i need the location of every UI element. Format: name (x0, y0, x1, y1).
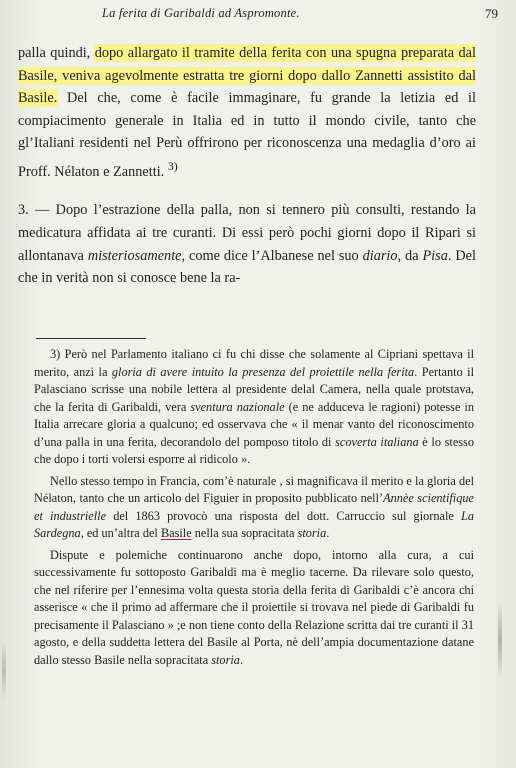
page-header (18, 6, 498, 24)
italic-run: sventura nazionale (190, 399, 285, 414)
italic-run: misteriosamente (87, 247, 182, 264)
italic-run: diario (362, 247, 398, 264)
footnote-1 (34, 346, 474, 469)
italic-run: storia (297, 526, 327, 540)
text-run: . (326, 526, 330, 540)
text-run: . Del che in verità non si conosce bene la ra- (18, 247, 477, 287)
underlined-word: Basile (160, 526, 192, 540)
text-run: è lo stesso che dopo i torti volersi esporre al ridicolo ». (34, 434, 474, 466)
main-text (18, 42, 476, 290)
italic-run: La Sardegna (34, 508, 474, 540)
text-run: , come dice l’Albanese nel suo (181, 247, 363, 264)
text-run: palla quindi, (18, 45, 95, 61)
page-number: 79 (485, 6, 498, 21)
text-run: 3) Però nel Parlamento italiano ci fu chi disse che solamente al Cipriani spettava il merito, anzi la (34, 347, 474, 379)
text-run: Del che, come è facile immaginare, fu grande la letizia ed il compiacimento generale in Italia ed in tutto il mondo civile, tanto che gl’Italiani residenti nel Perù offrirono per riconoscenza una medaglia d’oro ai Proff. Nélaton e Zannetti. (18, 90, 476, 180)
text-run: del 1863 provocò una risposta del dott. Carruccio sul giornale (106, 508, 461, 523)
italic-run: Annèe scientifique et industrielle (34, 491, 474, 523)
text-run: Nello stesso tempo in Francia, com’è naturale , si magnificava il merito e la gloria del Nélaton, tanto che un articolo del Figuier in proposito pubblicato nell’ (34, 473, 474, 505)
text-run: (e ne adduceva le ragioni) potesse in Italia arrecare gloria a qualcuno; ed osservava che « il menar vanto del riconoscimento d’una palla in una ferita, decorandolo del pomposo titolo di (34, 399, 475, 449)
running-head: La ferita di Garibaldi ad Aspromonte. (102, 6, 300, 20)
italic-run: gloria di avere intuito la presenza del proiettile nella ferita (111, 364, 415, 379)
scan-shadow (498, 600, 502, 680)
paragraph-1 (18, 42, 476, 183)
text-run: Dispute e polemiche continuarono anche dopo, intorno alla cura, a cui successivamente fu sottoposto Garibaldi ma è meglio tacerne. Da rilevare solo questo, che nel riferire per l’ennesima volta questa storia della ferita di Garibaldi c’è ancora chi asserisce « che il primo ad affermare che il proiettile si trovava nel piede di Garibaldi fu precisamente il Palasciano » ;e non tiene conto della Relazione scritta dai tre curanti il 31 agosto, e della suddetta lettera del Basile al Porta, nè dell’ampia documentazione datane dallo stesso Basile nella sopracitata (34, 547, 474, 667)
footnote-rule (36, 338, 146, 339)
footnotes (34, 346, 474, 669)
italic-run: storia (211, 652, 240, 667)
scan-shadow (2, 640, 6, 700)
text-run: nella sua sopracitata (191, 526, 298, 540)
text-run: , da (397, 247, 423, 264)
italic-run: scoverta italiana (335, 434, 419, 449)
text-run: 3. — Dopo l’estrazione della palla, non si tennero più consulti, restando la medicatura affidata ai tre curanti. Di essi però pochi giorni dopo il Ripari si allontanava (18, 202, 476, 264)
text-run: . (239, 652, 244, 667)
text-run: . Pertanto il Palasciano scrisse una nobile lettera al presidente delal Camera, nella quale protstava, che la ferita di Garibaldi, vera (34, 364, 474, 414)
highlighted-passage: dopo allargato il tramite della ferita con una spugna preparata dal Basile, veniva agevolmente estratta tre giorni dopo dallo Zannetti assistito dal Basile. (18, 45, 476, 107)
paragraph-2 (18, 199, 476, 289)
footnote-ref: 3) (167, 158, 178, 173)
footnote-3 (34, 547, 474, 670)
italic-run: Pisa (422, 247, 448, 264)
text-run: , ed un’altra del (80, 526, 161, 540)
footnote-2 (34, 473, 474, 543)
